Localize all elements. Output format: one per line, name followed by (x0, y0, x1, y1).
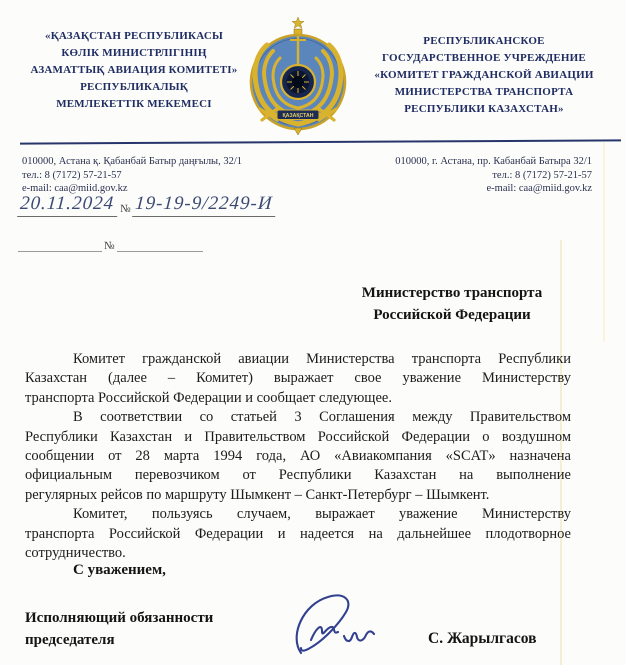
org-name-kazakh (20, 28, 248, 113)
letterhead-divider-line (20, 139, 621, 144)
body-line: Казахстан (далее – Комитет) выражает свое уважение Министерству (25, 370, 571, 387)
signer-position (25, 607, 213, 651)
signature-scribble (286, 590, 390, 660)
body-line: сотрудничество. (25, 545, 126, 562)
body-line: Республики Казахстан и Правительством Российской Федерации о воздушном (25, 428, 571, 445)
org-name-russian-line: «КОМИТЕТ ГРАЖДАНСКОЙ АВИАЦИИ (374, 69, 594, 81)
handwritten-reference-number: 19-19-9/2249-И (132, 193, 277, 217)
handwritten-date: 20.11.2024 (17, 193, 119, 217)
reference-line-blank (18, 240, 203, 252)
kazakhstan-emblem-icon (246, 16, 350, 138)
org-name-russian-line: ГОСУДАРСТВЕННОЕ УЧРЕЖДЕНИЕ (382, 52, 586, 64)
email-line: e-mail: caa@miid.gov.kz (22, 183, 128, 194)
contact-block-kazakh (22, 155, 242, 196)
org-name-russian-line: МИНИСТЕРСТВА ТРАНСПОРТА (394, 86, 574, 98)
number-sign-label: № (104, 240, 115, 252)
reference-line-filled (18, 193, 276, 217)
org-name-russian-line: РЕСПУБЛИКИ КАЗАХСТАН» (404, 103, 564, 115)
body-line: официальным перевозчиком от Республики Казахстан на выполнение (25, 467, 571, 484)
recipient-line: Министерство транспорта (361, 285, 543, 301)
phone-line: тел.: 8 (7172) 57-21-57 (492, 169, 592, 181)
recipient-block (352, 282, 552, 326)
org-name-kazakh-line: КӨЛІК МИНИСТРЛІГІНІҢ (61, 47, 207, 59)
org-name-kazakh-line: АЗАМАТТЫҚ АВИАЦИЯ КОМИТЕТІ» (30, 64, 238, 76)
body-line: сообщении от 28 марта 1994 года, АО «Авиакомпания «SCAT» назначена (25, 448, 571, 465)
scan-artifact-stripe (603, 142, 605, 342)
org-name-russian-line: РЕСПУБЛИКАНСКОЕ (423, 35, 545, 47)
org-name-russian (352, 33, 616, 118)
org-name-kazakh-line: МЕМЛЕКЕТТІК МЕКЕМЕСІ (56, 98, 212, 110)
signer-position-line: председателя (25, 632, 115, 648)
email-line: e-mail: caa@miid.gov.kz (486, 183, 592, 194)
body-line: В соответствии со статьей 3 Соглашения между Правительством (73, 409, 571, 426)
body-line: транспорта Российской Федерации и сообщает следующее. (25, 389, 392, 406)
body-line: Комитет гражданской авиации Министерства транспорта Республики (73, 351, 571, 367)
emblem-banner-text: ҚАЗАҚСТАН (282, 113, 314, 119)
body-line: регулярных рейсов по маршруту Шымкент – Санкт-Петербург – Шымкент. (25, 486, 490, 503)
signer-position-line: Исполняющий обязанности (25, 610, 214, 626)
org-name-kazakh-line: «ҚАЗАҚСТАН РЕСПУБЛИКАСЫ (45, 30, 223, 42)
recipient-line: Российской Федерации (373, 307, 531, 323)
blank-underline (117, 241, 203, 252)
phone-line: тел.: 8 (7172) 57-21-57 (22, 169, 122, 181)
number-sign-label: № (120, 203, 131, 215)
address-line: 010000, Астана қ. Қабанбай Батыр даңғылы, 32/1 (22, 156, 243, 167)
closing-salutation: С уважением, (73, 562, 166, 578)
blank-underline (18, 241, 102, 252)
body-paragraphs (25, 350, 571, 563)
contact-block-russian (330, 155, 592, 196)
body-line: транспорта Российской Федерации и надеется на дальнейшее плодотворное (25, 525, 571, 542)
org-name-kazakh-line: РЕСПУБЛИКАЛЫҚ (80, 81, 188, 93)
signer-name: С. Жарылгасов (428, 630, 537, 647)
address-line: 010000, г. Астана, пр. Кабанбай Батыра 32/1 (395, 156, 592, 167)
body-line: Комитет, пользуясь случаем, выражает уважение Министерству (73, 506, 571, 523)
